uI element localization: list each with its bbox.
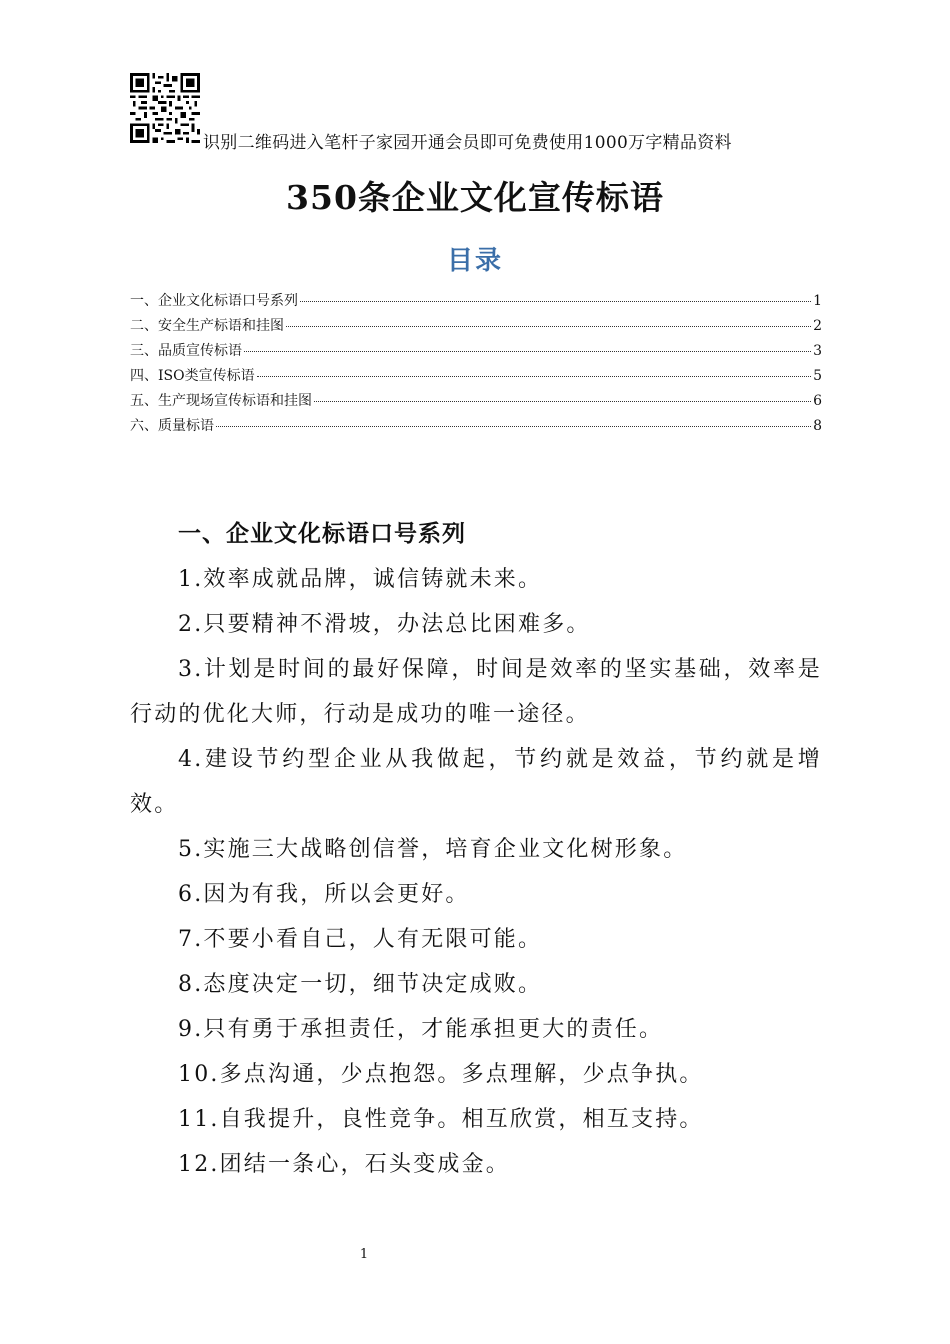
toc-dot-leader (216, 426, 811, 427)
toc-dot-leader (314, 401, 811, 402)
slogan-item: 12.团结一条心，石头变成金。 (178, 1152, 510, 1177)
toc-entry[interactable] (130, 365, 822, 390)
toc-entry-page: 8 (813, 418, 822, 434)
slogan-list (130, 557, 822, 1187)
page-number: 1 (359, 1247, 369, 1262)
toc-entry[interactable] (130, 315, 822, 340)
toc-entry[interactable] (130, 290, 822, 315)
slogan-item: 9.只有勇于承担责任，才能承担更大的责任。 (178, 1017, 664, 1042)
toc-entry-page: 2 (813, 318, 822, 334)
table-of-contents (130, 290, 822, 440)
toc-entry[interactable] (130, 415, 822, 440)
toc-entry-page: 5 (813, 368, 822, 384)
toc-entry-page: 1 (813, 293, 822, 309)
document-title: 350条企业文化宣传标语 (286, 178, 664, 217)
toc-entry-label: 五、生产现场宣传标语和挂图 (130, 393, 312, 409)
slogan-item: 3.计划是时间的最好保障，时间是效率的坚实基础，效率是行动的优化大师，行动是成功的唯一途径。 (130, 657, 822, 727)
slogan-item: 4.建设节约型企业从我做起，节约就是效益，节约就是增效。 (130, 747, 822, 817)
toc-entry[interactable] (130, 390, 822, 415)
toc-dot-leader (244, 351, 811, 352)
toc-entry-label: 三、品质宣传标语 (130, 343, 242, 359)
slogan-item: 11.自我提升，良性竞争。相互欣赏，相互支持。 (178, 1107, 704, 1132)
toc-heading: 目录 (446, 246, 503, 276)
slogan-item: 5.实施三大战略创信誉，培育企业文化树形象。 (178, 837, 688, 862)
toc-entry-label: 一、企业文化标语口号系列 (130, 293, 298, 309)
slogan-item: 2.只要精神不滑坡，办法总比困难多。 (178, 612, 591, 637)
slogan-item: 1.效率成就品牌，诚信铸就未来。 (178, 567, 543, 592)
qr-caption: 识别二维码进入笔杆子家园开通会员即可免费使用1000万字精品资料 (203, 133, 732, 153)
toc-entry[interactable] (130, 340, 822, 365)
toc-dot-leader (286, 326, 811, 327)
toc-dot-leader (257, 376, 811, 377)
slogan-item: 6.因为有我，所以会更好。 (178, 882, 470, 907)
toc-dot-leader (300, 301, 811, 302)
slogan-item: 10.多点沟通，少点抱怨。多点理解，少点争执。 (178, 1062, 704, 1087)
slogan-item: 7.不要小看自己，人有无限可能。 (178, 927, 543, 952)
toc-entry-page: 6 (813, 393, 822, 409)
toc-entry-label: 六、质量标语 (130, 418, 214, 434)
toc-entry-label: 四、ISO类宣传标语 (130, 368, 255, 384)
section-heading: 一、企业文化标语口号系列 (178, 521, 466, 547)
toc-entry-label: 二、安全生产标语和挂图 (130, 318, 284, 334)
slogan-item: 8.态度决定一切，细节决定成败。 (178, 972, 543, 997)
qr-code-icon (130, 73, 200, 143)
toc-entry-page: 3 (813, 343, 822, 359)
